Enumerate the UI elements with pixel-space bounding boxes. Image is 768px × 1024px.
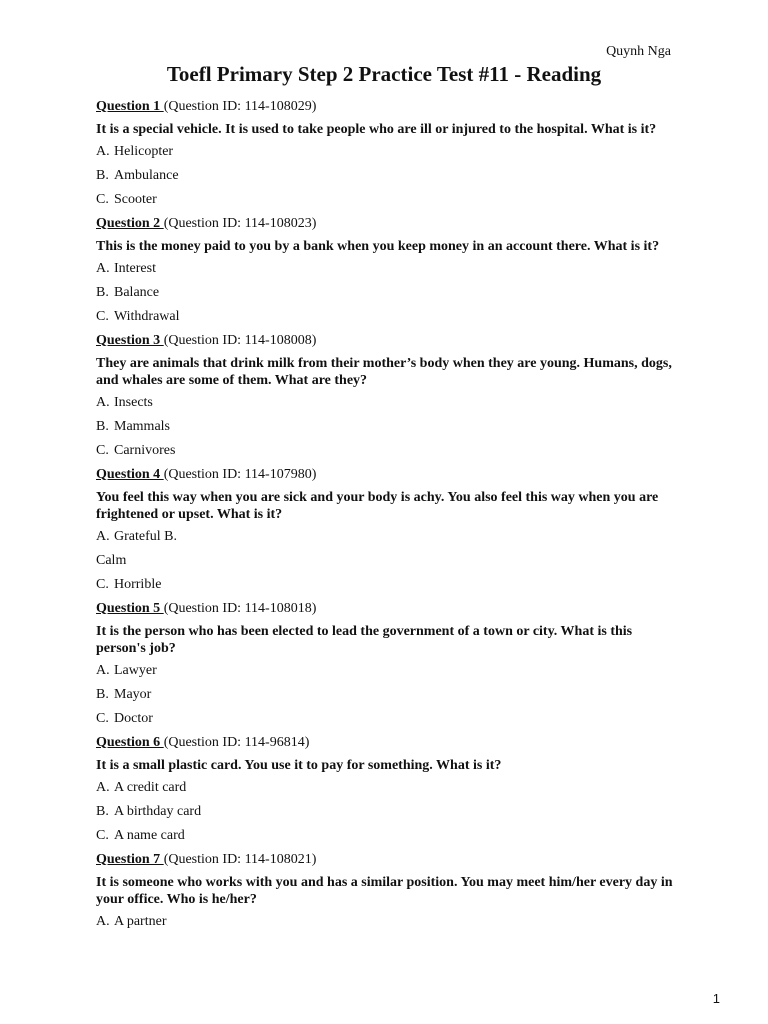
question-text: It is a special vehicle. It is used to take people who are ill or injured to the hospital. What is it? [96, 122, 657, 137]
question-header [96, 215, 676, 238]
question-3 [96, 332, 676, 466]
option-text: A partner [114, 914, 167, 929]
option-text: Balance [114, 285, 160, 300]
option-text: Helicopter [114, 144, 174, 159]
option-text: Horrible [114, 577, 162, 592]
option-c [96, 442, 676, 466]
option-c [96, 308, 676, 332]
question-7 [96, 851, 676, 937]
option-b [96, 686, 676, 710]
question-header [96, 600, 676, 623]
option-text: A name card [114, 828, 185, 843]
option-text: Mayor [114, 687, 152, 702]
question-header [96, 734, 676, 757]
option-text: Calm [96, 553, 127, 568]
page-number: 1 [712, 991, 720, 1006]
option-text: Interest [114, 261, 156, 276]
question-label: Question 3 [96, 333, 164, 348]
option-a [96, 779, 676, 803]
option-a [96, 260, 676, 284]
option-a [96, 528, 676, 552]
author-name: Quynh Nga [606, 44, 671, 59]
question-id: (Question ID: 114-96814) [163, 735, 310, 750]
option-letter: A. [96, 529, 110, 544]
option-letter: B. [96, 687, 109, 702]
option-letter: C. [96, 309, 109, 324]
question-id: (Question ID: 114-108008) [163, 333, 317, 348]
question-id: (Question ID: 114-107980) [163, 467, 317, 482]
option-letter: C. [96, 711, 109, 726]
question-id: (Question ID: 114-108018) [163, 601, 317, 616]
option-a [96, 913, 676, 937]
option-a [96, 143, 676, 167]
question-text: You feel this way when you are sick and your body is achy. You also feel this way when you are frightened or upset. What is it? [96, 490, 659, 522]
option-letter: A. [96, 144, 110, 159]
question-5 [96, 600, 676, 734]
option-letter: C. [96, 443, 109, 458]
option-text: Scooter [114, 192, 157, 207]
option-a [96, 662, 676, 686]
option-letter: A. [96, 914, 110, 929]
option-letter: A. [96, 261, 110, 276]
option-letter: B. [96, 804, 109, 819]
option-letter: B. [96, 285, 109, 300]
question-label: Question 5 [96, 601, 164, 616]
question-text: It is the person who has been elected to lead the government of a town or city. What is this person's job? [96, 624, 633, 656]
question-header [96, 851, 676, 874]
option-b [96, 552, 676, 576]
question-text: It is a small plastic card. You use it to pay for something. What is it? [96, 758, 502, 773]
option-letter: C. [96, 828, 109, 843]
option-letter: C. [96, 577, 109, 592]
option-text: A birthday card [114, 804, 202, 819]
option-a [96, 394, 676, 418]
option-letter: C. [96, 192, 109, 207]
option-b [96, 418, 676, 442]
option-letter: A. [96, 780, 110, 795]
option-b [96, 803, 676, 827]
question-text: This is the money paid to you by a bank when you keep money in an account there. What is it? [96, 239, 660, 254]
option-c [96, 191, 676, 215]
option-b [96, 167, 676, 191]
question-text: It is someone who works with you and has a similar position. You may meet him/her every day in your office. Who is he/her? [96, 875, 673, 907]
question-header [96, 466, 676, 489]
question-6 [96, 734, 676, 851]
question-1 [96, 98, 676, 215]
question-label: Question 2 [96, 216, 164, 231]
page-title: Toefl Primary Step 2 Practice Test #11 - Reading [166, 62, 602, 86]
option-text: Lawyer [114, 663, 157, 678]
question-label: Question 1 [96, 99, 164, 114]
option-text: Carnivores [114, 443, 176, 458]
question-header [96, 332, 676, 355]
question-id: (Question ID: 114-108029) [163, 99, 317, 114]
question-label: Question 6 [96, 735, 164, 750]
question-list [96, 98, 676, 937]
option-text: Withdrawal [114, 309, 180, 324]
option-c [96, 710, 676, 734]
option-letter: B. [96, 168, 109, 183]
option-text: A credit card [114, 780, 187, 795]
option-c [96, 576, 676, 600]
option-text: Mammals [114, 419, 170, 434]
option-text: Grateful B. [114, 529, 177, 544]
option-text: Insects [114, 395, 153, 410]
option-letter: A. [96, 395, 110, 410]
question-label: Question 7 [96, 852, 164, 867]
question-text: They are animals that drink milk from their mother’s body when they are young. Humans, dogs, and whales are some of them. What are they? [96, 356, 672, 388]
question-2 [96, 215, 676, 332]
option-letter: A. [96, 663, 110, 678]
question-header [96, 98, 676, 121]
question-4 [96, 466, 676, 600]
option-b [96, 284, 676, 308]
option-text: Ambulance [114, 168, 179, 183]
question-id: (Question ID: 114-108023) [163, 216, 317, 231]
option-c [96, 827, 676, 851]
question-label: Question 4 [96, 467, 164, 482]
question-id: (Question ID: 114-108021) [163, 852, 317, 867]
option-text: Doctor [114, 711, 153, 726]
option-letter: B. [96, 419, 109, 434]
